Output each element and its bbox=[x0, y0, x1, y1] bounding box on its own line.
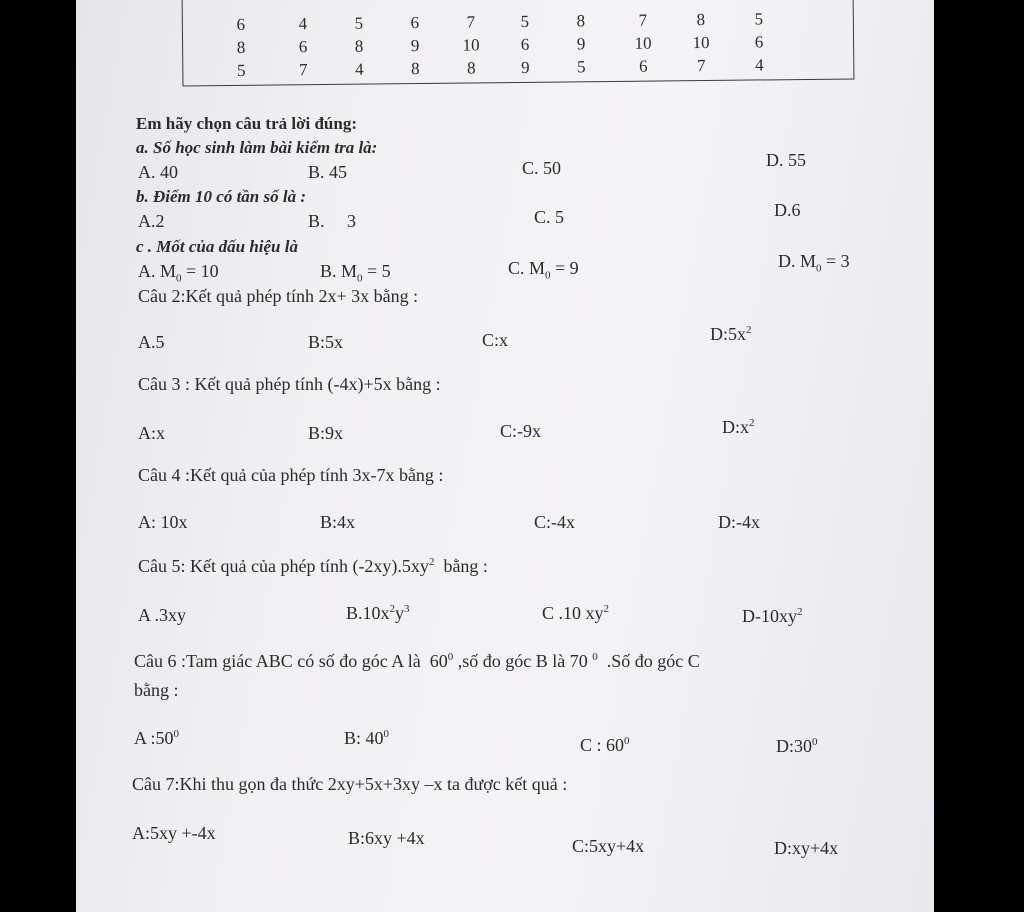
question-6-option-c: C : $60^0$ bbox=[580, 735, 630, 755]
table-cell: 8 bbox=[354, 36, 364, 56]
question-4-option-d: D:-4x bbox=[718, 512, 760, 532]
question-7-option-a: A:5xy +-4x bbox=[132, 823, 216, 843]
table-cell: 5 bbox=[576, 57, 586, 77]
question-6-option-d: $D:30^0$ bbox=[776, 736, 818, 756]
table-cell: 7 bbox=[298, 60, 308, 80]
question-a-option-b: B. 45 bbox=[308, 162, 348, 182]
table-cell: 8 bbox=[236, 37, 246, 57]
question-c-option-d: D. $M_0 = 3$ bbox=[778, 251, 850, 275]
table-cell: 10 bbox=[462, 35, 480, 55]
table-cell: 6 bbox=[236, 14, 246, 34]
question-3-option-d: $D:x^2$ bbox=[722, 417, 755, 437]
question-c-text: c . Mốt của dấu hiệu là bbox=[136, 237, 298, 256]
question-7-text: Câu 7:Khi thu gọn đa thức 2xy+5x+3xy –x ta được kết quả : bbox=[132, 774, 568, 794]
table-cell: 8 bbox=[466, 58, 476, 78]
question-b-option-d: D.6 bbox=[774, 200, 801, 220]
table-cell: 4 bbox=[754, 55, 764, 75]
question-5-option-c: C .10 $xy^2$ bbox=[542, 603, 610, 623]
table-cell: 7 bbox=[638, 10, 648, 30]
question-3-option-b: B:9x bbox=[308, 423, 344, 443]
table-cell bbox=[458, 0, 498, 1]
question-2-option-d: $D:5x^2$ bbox=[710, 324, 752, 344]
table-cell: 8 bbox=[410, 59, 420, 79]
question-4-option-c: C:-4x bbox=[534, 512, 576, 532]
exam-paper bbox=[76, 0, 934, 912]
question-7-option-c: C:5xy+4x bbox=[572, 836, 645, 856]
question-b-option-b: B. 3 bbox=[308, 211, 357, 231]
question-a-option-d: D. 55 bbox=[766, 150, 806, 170]
table-cell: 4 bbox=[298, 14, 308, 34]
question-5-option-b: $B.10x^2y^3$ bbox=[346, 603, 410, 623]
table-cell: 6 bbox=[298, 37, 308, 57]
question-4-text: Câu 4 :Kết quả của phép tính 3x-7x bằng : bbox=[138, 465, 444, 485]
question-6-text-line2: bằng : bbox=[134, 680, 179, 700]
question-6-text: Câu 6 :Tam giác ABC có số đo góc A là $60^0$ ,số đo góc B là 70 $^0$ .Số đo góc C bbox=[134, 651, 700, 671]
table-cell: 4 bbox=[354, 59, 364, 79]
question-2-option-b: B:5x bbox=[308, 332, 344, 352]
question-2-text: Câu 2:Kết quả phép tính 2x+ 3x bằng : bbox=[138, 286, 419, 306]
question-7-option-d: D:xy+4x bbox=[774, 838, 839, 858]
question-3-option-c: C:-9x bbox=[500, 421, 542, 441]
question-4-option-a: A: 10x bbox=[138, 512, 188, 532]
question-a-option-a: A. 40 bbox=[138, 162, 178, 182]
question-6-option-b: B: $40^0$ bbox=[344, 728, 390, 748]
table-cell: 9 bbox=[410, 36, 420, 56]
question-5-option-a: A .3xy bbox=[138, 605, 187, 625]
question-7-option-b: B:6xy +4x bbox=[348, 828, 425, 848]
table-cell: 6 bbox=[754, 32, 764, 52]
instruction-heading: Em hãy chọn câu trả lời đúng: bbox=[136, 114, 357, 133]
table-cell: 9 bbox=[576, 34, 586, 54]
question-c-option-b: B. $M_0 = 5$ bbox=[320, 261, 391, 285]
table-cell: 7 bbox=[466, 12, 476, 32]
table-cell: 8 bbox=[696, 10, 706, 30]
question-c-option-c: C. $M_0 = 9$ bbox=[508, 258, 579, 282]
question-6-option-a: A $:50^0$ bbox=[134, 728, 180, 748]
table-cell: 5 bbox=[354, 13, 364, 33]
question-3-text: Câu 3 : Kết quả phép tính (-4x)+5x bằng : bbox=[138, 374, 441, 394]
table-cell: 6 bbox=[638, 56, 648, 76]
question-a-text: a. Số học sinh làm bài kiểm tra là: bbox=[136, 138, 378, 157]
question-5-text: Câu 5: Kết quả của phép tính $(-2xy).5xy^2$ bằng : bbox=[138, 556, 488, 576]
table-cell: 6 bbox=[520, 34, 530, 54]
table-cell: 10 bbox=[692, 32, 710, 53]
question-b-option-c: C. 5 bbox=[534, 207, 565, 227]
question-2-option-c: C:x bbox=[482, 330, 509, 350]
table-cell: 10 bbox=[634, 33, 652, 53]
question-3-option-a: A:x bbox=[138, 423, 165, 443]
question-b-text: b. Điểm 10 có tần số là : bbox=[136, 187, 306, 206]
question-b-option-a: A.2 bbox=[138, 211, 165, 231]
table-cell: 5 bbox=[236, 60, 246, 80]
question-c-option-a: A. $M_0 = 10$ bbox=[138, 261, 219, 285]
table-cell: 9 bbox=[520, 57, 530, 77]
question-4-option-b: B:4x bbox=[320, 512, 356, 532]
question-5-option-d: $D-10xy^2$ bbox=[742, 606, 803, 626]
table-cell: 5 bbox=[754, 9, 764, 29]
question-a-option-c: C. 50 bbox=[522, 158, 562, 178]
data-table bbox=[182, 0, 855, 87]
question-2-option-a: A.5 bbox=[138, 332, 165, 352]
table-cell: 6 bbox=[410, 13, 420, 33]
table-cell: 8 bbox=[576, 11, 586, 31]
table-cell: 5 bbox=[520, 11, 530, 31]
table-cell: 7 bbox=[696, 56, 706, 76]
